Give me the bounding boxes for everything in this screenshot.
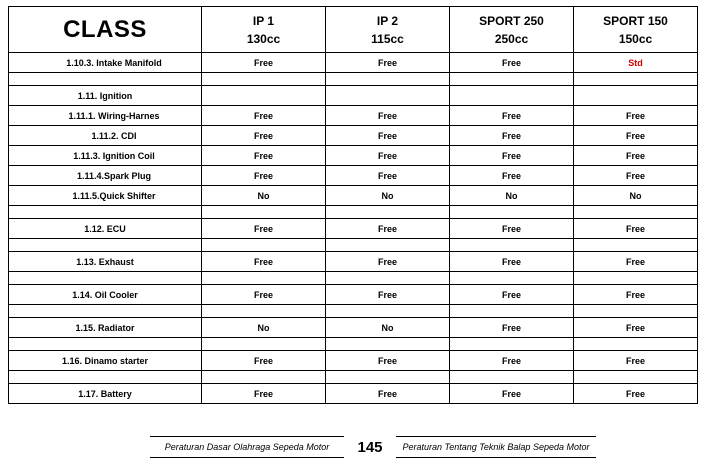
page-footer (0, 436, 708, 460)
spacer-cell (450, 338, 574, 351)
value-cell: Free (450, 53, 574, 73)
column-header-name: SPORT 150 (603, 13, 668, 28)
value-cell: Free (574, 384, 698, 404)
row-label: 1.17. Battery (9, 384, 202, 404)
value-cell: Free (326, 146, 450, 166)
spacer-cell (326, 73, 450, 86)
row-label: 1.14. Oil Cooler (9, 285, 202, 305)
value-cell: Free (326, 384, 450, 404)
spacer-row (9, 206, 698, 219)
table-row (9, 146, 698, 166)
spacer-row (9, 239, 698, 252)
column-header-name: IP 1 (252, 13, 275, 28)
footer-right-title: Peraturan Tentang Teknik Balap Sepeda Motor (396, 436, 596, 458)
column-header-ip1 (202, 7, 326, 53)
value-cell: Free (450, 126, 574, 146)
value-cell: Free (326, 351, 450, 371)
spacer-row (9, 73, 698, 86)
value-cell: Free (450, 166, 574, 186)
spacer-cell (9, 206, 202, 219)
specification-table (8, 6, 698, 404)
section-row (9, 86, 698, 106)
section-row (9, 219, 698, 239)
value-cell: Free (202, 106, 326, 126)
value-cell (574, 86, 698, 106)
row-label: 1.11.3. Ignition Coil (9, 146, 202, 166)
value-cell: Free (326, 106, 450, 126)
section-row (9, 384, 698, 404)
spacer-cell (450, 239, 574, 252)
spacer-cell (450, 206, 574, 219)
spacer-cell (9, 338, 202, 351)
column-header-name: IP 2 (376, 13, 399, 28)
value-cell: Free (326, 219, 450, 239)
column-header-sport150 (574, 7, 698, 53)
value-cell: Free (202, 219, 326, 239)
table-row (9, 126, 698, 146)
row-label: 1.11.2. CDI (9, 126, 202, 146)
value-cell: Free (202, 146, 326, 166)
row-label: 1.12. ECU (9, 219, 202, 239)
table-row (9, 53, 698, 73)
value-cell: Free (450, 384, 574, 404)
column-header-sport250 (450, 7, 574, 53)
table-body (9, 53, 698, 404)
row-label: 1.10.3. Intake Manifold (9, 53, 202, 73)
value-cell: Free (202, 252, 326, 272)
spacer-row (9, 272, 698, 285)
class-header: CLASS (9, 7, 202, 53)
value-cell: No (202, 318, 326, 338)
spacer-cell (202, 239, 326, 252)
spacer-cell (326, 371, 450, 384)
value-cell: No (574, 186, 698, 206)
value-cell: Free (574, 351, 698, 371)
section-row (9, 252, 698, 272)
spacer-cell (574, 305, 698, 318)
value-cell: Free (202, 285, 326, 305)
row-label: 1.15. Radiator (9, 318, 202, 338)
column-header-name: SPORT 250 (479, 13, 544, 28)
spacer-cell (326, 305, 450, 318)
value-cell: Free (326, 53, 450, 73)
column-header-cc: 150cc (618, 31, 653, 46)
row-label: 1.11.1. Wiring-Harnes (9, 106, 202, 126)
column-header-ip2 (326, 7, 450, 53)
spacer-cell (326, 239, 450, 252)
column-header-cc: 115cc (371, 31, 404, 46)
spacer-cell (574, 239, 698, 252)
spacer-cell (574, 272, 698, 285)
table-row (9, 106, 698, 126)
value-cell: Free (326, 285, 450, 305)
value-cell: Free (202, 384, 326, 404)
spacer-cell (9, 371, 202, 384)
spacer-cell (450, 272, 574, 285)
value-cell: No (326, 186, 450, 206)
value-cell: Free (450, 318, 574, 338)
table-row (9, 186, 698, 206)
spacer-cell (9, 73, 202, 86)
row-label: 1.11. Ignition (9, 86, 202, 106)
spacer-cell (326, 206, 450, 219)
value-cell: No (202, 186, 326, 206)
value-cell: Free (574, 252, 698, 272)
value-cell: Free (450, 285, 574, 305)
section-row (9, 285, 698, 305)
spacer-cell (574, 338, 698, 351)
column-header-cc: 130cc (246, 31, 281, 46)
value-cell: Free (326, 166, 450, 186)
footer-left-title: Peraturan Dasar Olahraga Sepeda Motor (150, 436, 344, 458)
value-cell: Free (202, 166, 326, 186)
row-label: 1.11.4.Spark Plug (9, 166, 202, 186)
value-cell: Std (574, 53, 698, 73)
value-cell: Free (450, 219, 574, 239)
column-header-cc: 250cc (494, 31, 529, 46)
header-row (9, 7, 698, 53)
spacer-cell (202, 371, 326, 384)
section-row (9, 318, 698, 338)
page-number: 145 (357, 439, 383, 456)
value-cell (450, 86, 574, 106)
spacer-cell (450, 371, 574, 384)
row-label: 1.11.5.Quick Shifter (9, 186, 202, 206)
value-cell: No (326, 318, 450, 338)
value-cell: Free (574, 219, 698, 239)
value-cell: Free (574, 285, 698, 305)
spacer-cell (574, 73, 698, 86)
spacer-cell (202, 272, 326, 285)
row-label: 1.16. Dinamo starter (9, 351, 202, 371)
spacer-cell (326, 272, 450, 285)
value-cell: Free (326, 252, 450, 272)
value-cell: Free (202, 126, 326, 146)
spacer-cell (9, 272, 202, 285)
spacer-cell (9, 239, 202, 252)
spacer-cell (202, 73, 326, 86)
spacer-cell (450, 73, 574, 86)
value-cell: Free (574, 166, 698, 186)
spacer-row (9, 305, 698, 318)
spacer-cell (202, 206, 326, 219)
value-cell (202, 86, 326, 106)
value-cell: Free (450, 106, 574, 126)
spacer-cell (450, 305, 574, 318)
value-cell: No (450, 186, 574, 206)
spacer-cell (202, 338, 326, 351)
row-label: 1.13. Exhaust (9, 252, 202, 272)
value-cell: Free (450, 351, 574, 371)
value-cell: Free (450, 146, 574, 166)
spacer-cell (574, 206, 698, 219)
spacer-row (9, 371, 698, 384)
value-cell: Free (574, 318, 698, 338)
table-row (9, 166, 698, 186)
spacer-cell (202, 305, 326, 318)
value-cell (326, 86, 450, 106)
value-cell: Free (574, 126, 698, 146)
spacer-cell (326, 338, 450, 351)
value-cell: Free (450, 252, 574, 272)
spacer-cell (574, 371, 698, 384)
spacer-row (9, 338, 698, 351)
value-cell: Free (326, 126, 450, 146)
value-cell: Free (202, 53, 326, 73)
value-cell: Free (574, 106, 698, 126)
spacer-cell (9, 305, 202, 318)
section-row (9, 351, 698, 371)
value-cell: Free (574, 146, 698, 166)
value-cell: Free (202, 351, 326, 371)
